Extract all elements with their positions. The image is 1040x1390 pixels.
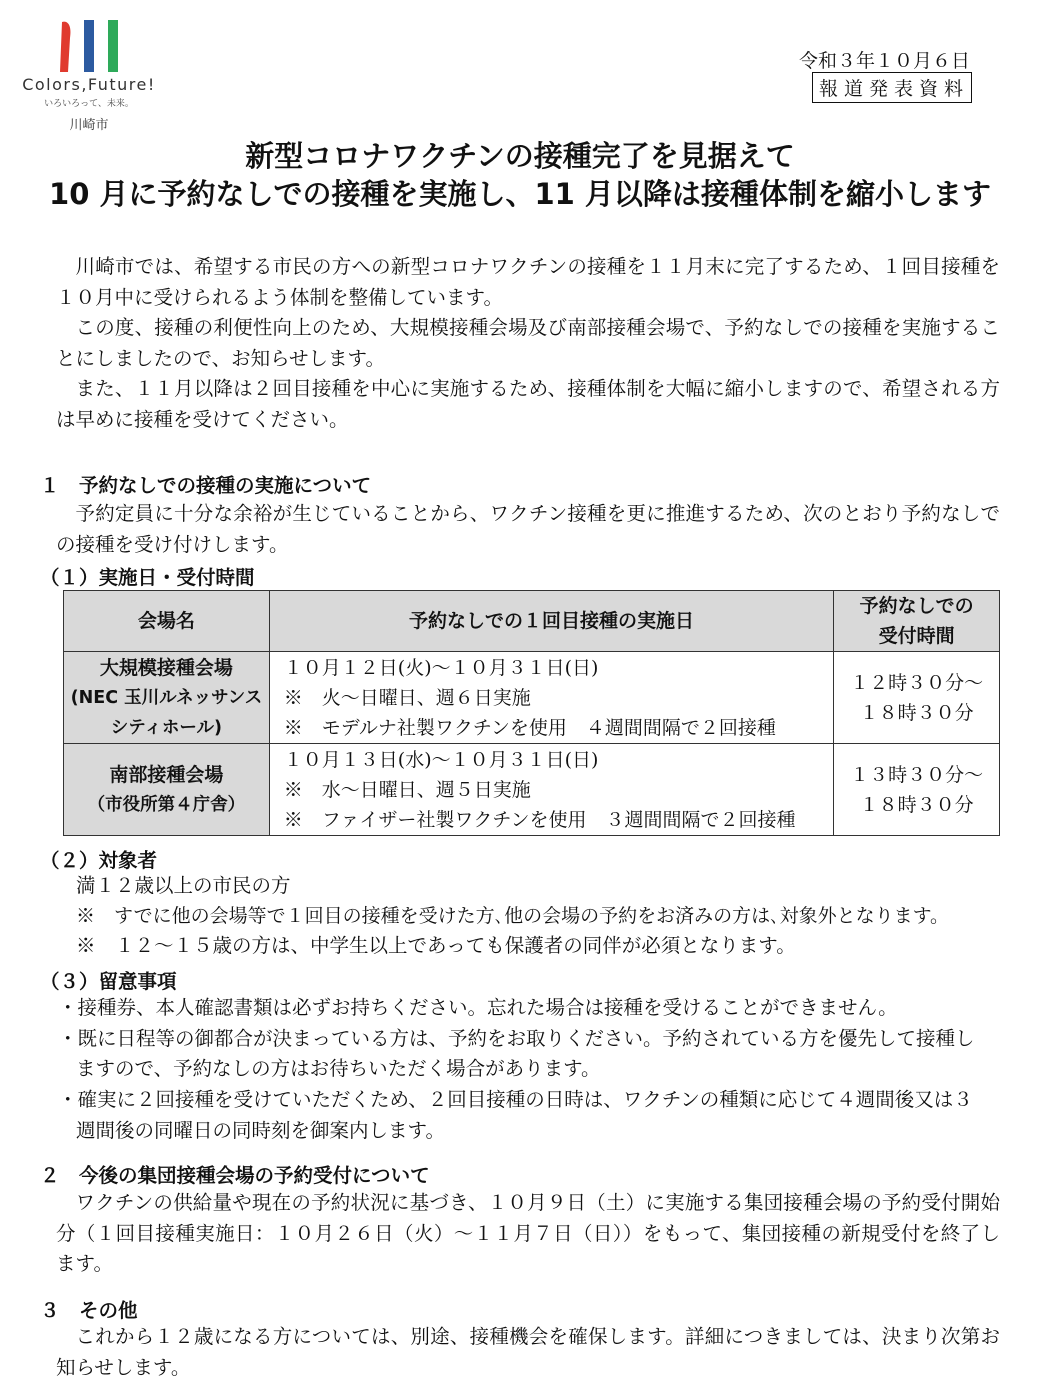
logo-tagline: いろいろって、未来。 [44, 99, 134, 109]
time-start: １２時３０分～ [850, 671, 984, 694]
venue-sub: （市役所第４庁舎） [87, 794, 246, 815]
notice-item: ・接種券、本人確認書類は必ずお持ちください。忘れた場合は接種を受けることができません。 [58, 996, 898, 1019]
header-venue: 会場名 [64, 591, 270, 652]
notice-item-cont: 週間後の同曜日の同時刻を御案内します。 [76, 1119, 445, 1142]
date-note: ※ 火～日曜日、週６日実施 [283, 686, 531, 709]
schedule-table [63, 590, 1000, 836]
page-title-line1: 新型コロナワクチンの接種完了を見据えて [245, 139, 795, 173]
section1-sub3-heading: （３）留意事項 [40, 970, 177, 993]
section2-paragraph: ワクチンの供給量や現在の予約状況に基づき、１０月９日（土）に実施する集団接種会場の予約受付開始分（１回目接種実施日：１０月２６日（火）～１１月７日（日））をもって、集団接種の新規受付を終了します。 [56, 1191, 1000, 1275]
target-note: ※ すでに他の会場等で１回目の接種を受けた方､他の会場の予約をお済みの方は､対象外となります。 [76, 905, 950, 927]
logo-city-name: 川崎市 [69, 118, 109, 133]
section3-body [56, 1322, 1000, 1383]
date-note: ※ ファイザー社製ワクチンを使用 ３週間間隔で２回接種 [283, 808, 796, 831]
date-note: ※ モデルナ社製ワクチンを使用 ４週間間隔で２回接種 [283, 716, 776, 739]
table-header-row [64, 591, 1000, 652]
section1-paragraph: 予約定員に十分な余裕が生じていることから、ワクチン接種を更に推進するため、次のとおり予約なしでの接種を受け付けします。 [56, 502, 1000, 556]
venue-sub: シティホール) [110, 717, 223, 738]
section1-sub2-heading: （２）対象者 [40, 849, 158, 872]
release-date: 令和３年１０月６日 [798, 50, 970, 72]
section1-body [56, 499, 1000, 560]
date-note: ※ 水～日曜日、週５日実施 [283, 778, 531, 801]
city-logo [14, 18, 164, 133]
venue-cell [64, 652, 270, 744]
time-cell [834, 652, 1000, 744]
header-dates: 予約なしでの１回目接種の実施日 [269, 591, 833, 652]
section3-heading: ３ その他 [40, 1299, 138, 1322]
notice-item: ・確実に２回接種を受けていただくため、２回目接種の日時は、ワクチンの種類に応じて４週間後又は３ [58, 1088, 973, 1111]
section1-sub1-heading: （１）実施日・受付時間 [40, 566, 255, 589]
section3-paragraph: これから１２歳になる方については、別途、接種機会を確保します。詳細につきましては、決まり次第お知らせします。 [56, 1325, 1000, 1379]
venue-name: 大規模接種会場 [99, 656, 233, 679]
header-time-line1: 予約なしでの [859, 595, 974, 617]
date-range: １０月１２日(火)～１０月３１日(日) [283, 656, 599, 679]
notice-item: ・既に日程等の御都合が決まっている方は、予約をお取りください。予約されている方を優先して接種し [58, 1027, 975, 1050]
venue-cell [64, 744, 270, 836]
venue-sub: (NEC 玉川ルネッサンス [70, 687, 263, 708]
page-title-line2: 10 月に予約なしでの接種を実施し、11 月以降は接種体制を縮小します [49, 177, 991, 211]
logo-color-bars-icon [58, 18, 122, 74]
time-end: １８時３０分 [859, 793, 974, 816]
target-text: 満１２歳以上の市民の方 [76, 874, 291, 897]
table-row [64, 744, 1000, 836]
logo-brand-text: Colors,Future! [22, 75, 156, 94]
time-cell [834, 744, 1000, 836]
intro-paragraph: 川崎市では、希望する市民の方への新型コロナワクチンの接種を１１月末に完了するため、１回目接種を１０月中に受けられるよう体制を整備しています。 [56, 255, 1000, 309]
time-end: １８時３０分 [859, 701, 974, 724]
time-start: １３時３０分～ [850, 763, 984, 786]
table-row [64, 652, 1000, 744]
intro-text [56, 252, 1000, 435]
dates-cell [269, 744, 833, 836]
press-release-label: 報道発表資料 [812, 72, 972, 103]
venue-name: 南部接種会場 [109, 763, 224, 786]
intro-paragraph: この度、接種の利便性向上のため、大規模接種会場及び南部接種会場で、予約なしでの接種を実施することにしましたので、お知らせします。 [56, 316, 1000, 370]
intro-paragraph: また、１１月以降は２回目接種を中心に実施するため、接種体制を大幅に縮小しますので、希望される方は早めに接種を受けてください。 [56, 377, 1000, 431]
target-note: ※ １２～１５歳の方は、中学生以上であっても保護者の同伴が必須となります。 [76, 934, 796, 957]
date-range: １０月１３日(水)～１０月３１日(日) [283, 748, 599, 771]
section2-heading: ２ 今後の集団接種会場の予約受付について [40, 1164, 430, 1187]
dates-cell [269, 652, 833, 744]
notice-item-cont: ますので、予約なしの方はお待ちいただく場合があります。 [76, 1057, 601, 1080]
header-time [834, 591, 1000, 652]
section2-body [56, 1188, 1000, 1280]
header-time-line2: 受付時間 [878, 625, 955, 647]
section1-heading: １ 予約なしでの接種の実施について [40, 474, 372, 497]
